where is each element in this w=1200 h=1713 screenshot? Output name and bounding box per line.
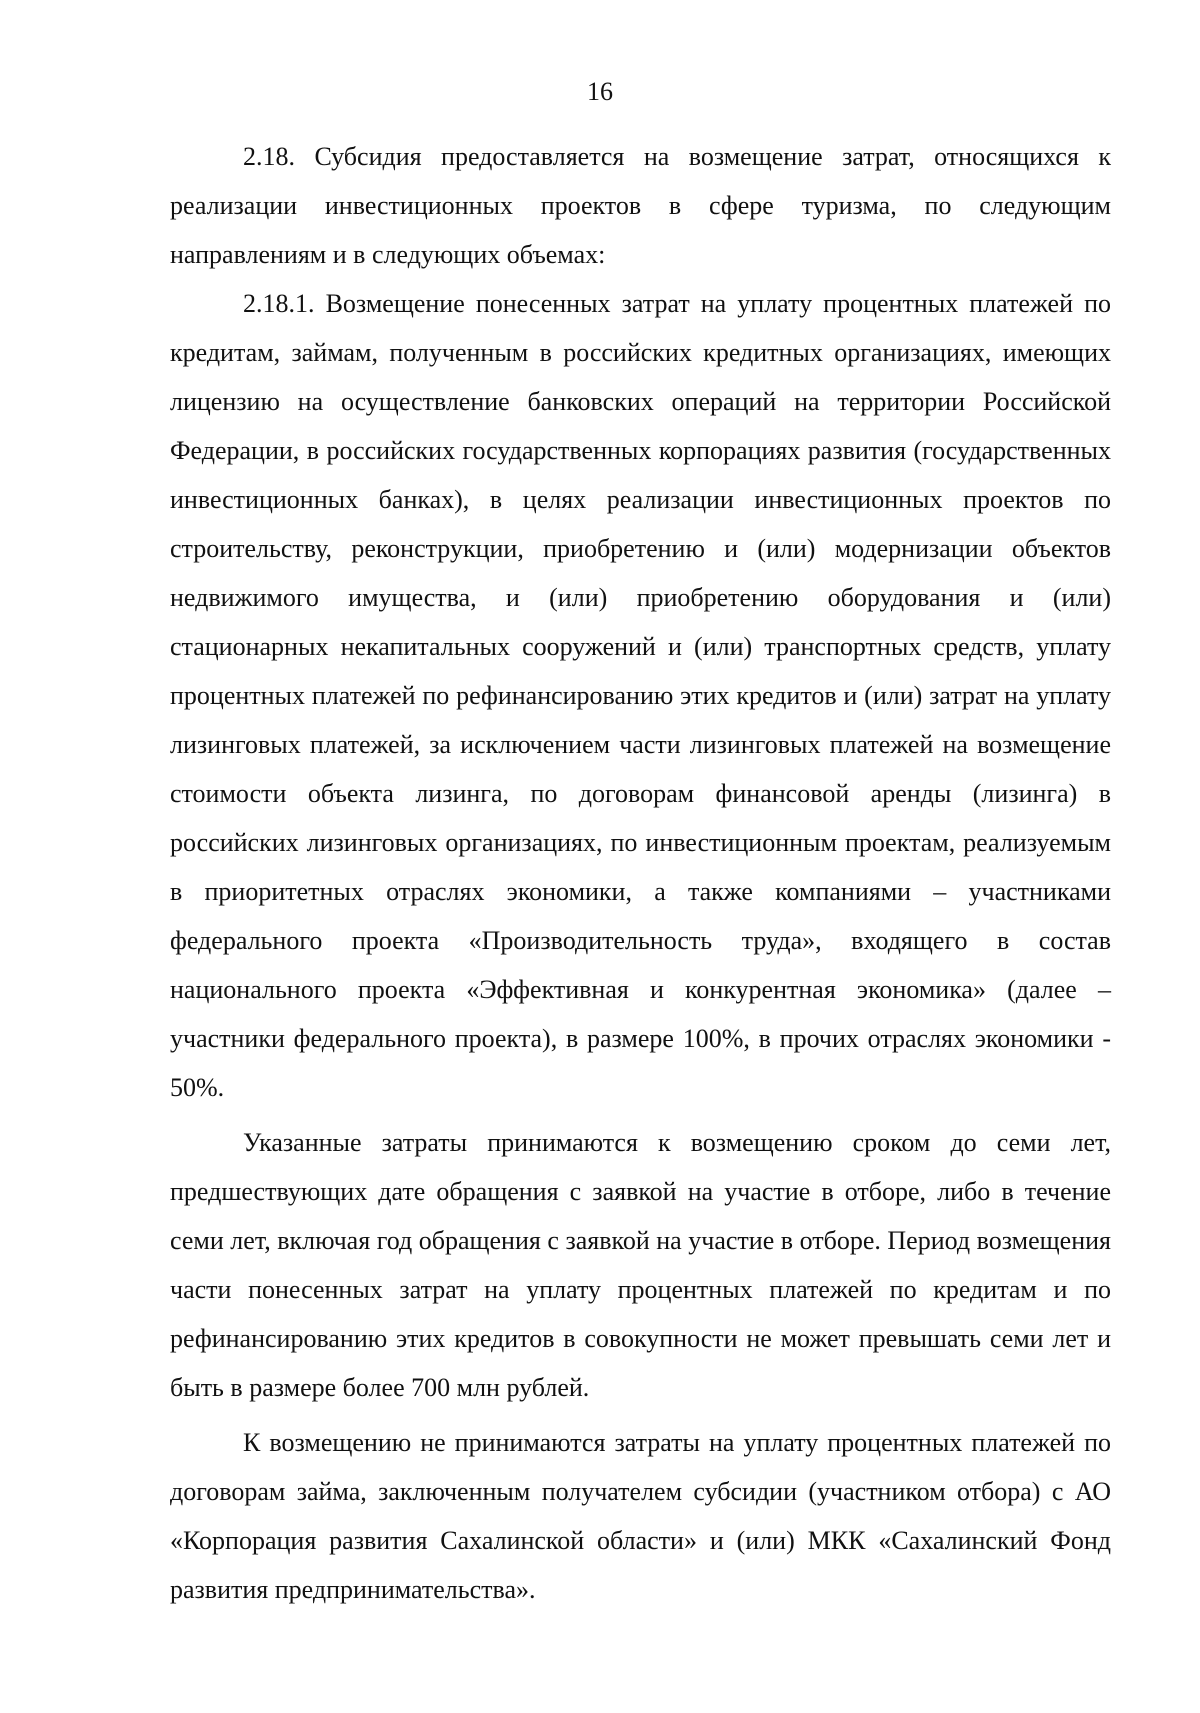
paragraph-reimbursement-term: Указанные затраты принимаются к возмещению сроком до семи лет, предшествующих дате обращения с заявкой на участие в отборе, либо в течение семи лет, включая год обращения с заявкой на участие в отборе. Период возмещения части понесенных затрат на уплату процентных платежей по кредитам и по рефинансированию этих кредитов в совокупности не может превышать семи лет и быть в размере более 700 млн рублей.: [170, 1128, 1111, 1402]
paragraph-2-18-1: 2.18.1. Возмещение понесенных затрат на уплату процентных платежей по кредитам, займам, полученным в российских кредитных организациях, имеющих лицензию на осуществление банковских операций на территории Российской Федерации, в российских государственных корпорациях развития (государственных инвестиционных банках), в целях реализации инвестиционных проектов по строительству, реконструкции, приобретению и (или) модернизации объектов недвижимого имущества, и (или) приобретению оборудования и (или) стационарных некапитальных сооружений и (или) транспортных средств, уплату процентных платежей по рефинансированию этих кредитов и (или) затрат на уплату лизинговых платежей, за исключением части лизинговых платежей на возмещение стоимости объекта лизинга, по договорам финансовой аренды (лизинга) в российских лизинговых организациях, по инвестиционным проектам, реализуемым в приоритетных отраслях экономики, а также компаниями – участниками федерального проекта «Производительность труда», входящего в состав национального проекта «Эффективная и конкурентная экономика» (далее – участники федерального проекта), в размере 100%, в прочих отраслях экономики - 50%.: [170, 289, 1111, 1102]
page-number: 16: [587, 77, 613, 106]
paragraph-2-18: 2.18. Субсидия предоставляется на возмещение затрат, относящихся к реализации инвестиционных проектов в сфере туризма, по следующим направлениям и в следующих объемах:: [170, 142, 1111, 269]
paragraph-exclusions: К возмещению не принимаются затраты на уплату процентных платежей по договорам займа, заключенным получателем субсидии (участником отбора) с АО «Корпорация развития Сахалинской области» и (или) МКК «Сахалинский Фонд развития предпринимательства».: [170, 1428, 1111, 1604]
document-body: [170, 132, 1111, 1614]
